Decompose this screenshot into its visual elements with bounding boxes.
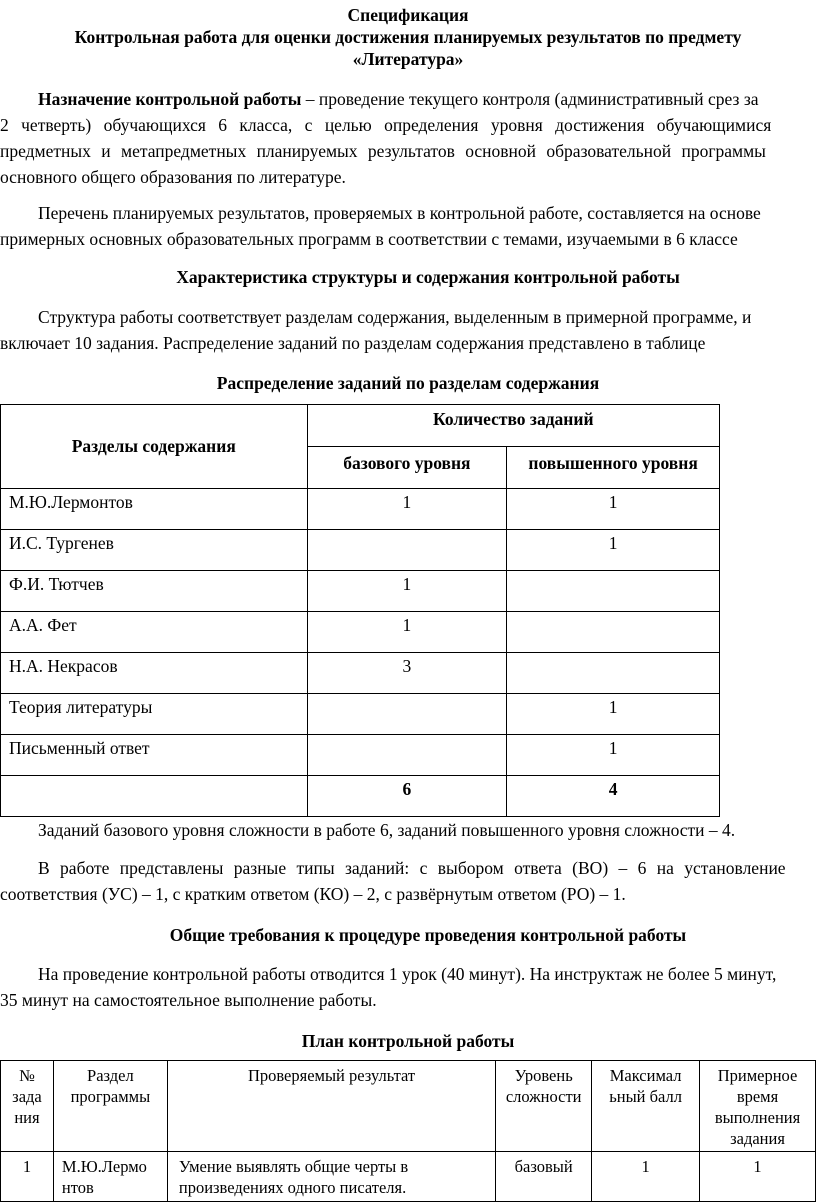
table-row bbox=[1, 612, 720, 653]
distribution-header-row bbox=[1, 405, 720, 447]
results-text-2: примерных основных образовательных программ в соответствии с темами, изучаемыми в 6 классе bbox=[0, 229, 738, 249]
plan-result-line: Умение выявлять общие черты в bbox=[178, 1157, 409, 1176]
col-num-line: № bbox=[19, 1066, 35, 1085]
plan-table bbox=[0, 1060, 816, 1202]
section-cell: Н.А. Некрасов bbox=[1, 653, 308, 694]
plan-result-cell bbox=[167, 1152, 495, 1202]
col-basic-header: базового уровня bbox=[307, 447, 507, 489]
col-max-line: Максимал bbox=[609, 1066, 682, 1085]
col-max-line: ьный балл bbox=[609, 1087, 682, 1106]
col-max-header bbox=[592, 1061, 700, 1152]
col-time-line: задания bbox=[730, 1129, 785, 1148]
basic-cell: 3 bbox=[307, 653, 507, 694]
procedure-text-2: 35 минут на самостоятельное выполнение работы. bbox=[0, 990, 377, 1010]
document-subtitle-line1: Контрольная работа для оценки достижения планируемых результатов по предмету bbox=[74, 27, 742, 47]
section-cell: Письменный ответ bbox=[1, 735, 308, 776]
purpose-label: Назначение контрольной работы bbox=[38, 89, 302, 109]
basic-cell: 1 bbox=[307, 612, 507, 653]
procedure-paragraph bbox=[0, 961, 816, 1013]
col-section-line: программы bbox=[70, 1087, 151, 1106]
types-text-1: В работе представлены разные типы заданий: с выбором ответа (ВО) – 6 на установление bbox=[38, 858, 786, 878]
section-cell: М.Ю.Лермонтов bbox=[1, 489, 308, 530]
document-title: Спецификация bbox=[347, 5, 469, 25]
table-row bbox=[1, 489, 720, 530]
col-level-line: сложности bbox=[505, 1087, 582, 1106]
totals-label-cell bbox=[1, 776, 308, 817]
col-time-header bbox=[700, 1061, 816, 1152]
results-paragraph bbox=[0, 200, 816, 252]
section-cell: Теория литературы bbox=[1, 694, 308, 735]
structure-heading: Характеристика структуры и содержания контрольной работы bbox=[176, 267, 680, 287]
basic-cell bbox=[307, 530, 507, 571]
purpose-text-2: 2 четверть) обучающихся 6 класса, с целью определения уровня достижения обучающимися bbox=[0, 115, 772, 135]
plan-section-line: М.Ю.Лермо bbox=[61, 1157, 147, 1176]
col-num-header bbox=[1, 1061, 54, 1152]
col-section-header bbox=[53, 1061, 167, 1152]
advanced-cell bbox=[507, 571, 720, 612]
col-count-header: Количество заданий bbox=[307, 405, 719, 447]
plan-header-row bbox=[1, 1061, 816, 1152]
advanced-cell: 1 bbox=[507, 530, 720, 571]
section-cell: И.С. Тургенев bbox=[1, 530, 308, 571]
purpose-text-1: – проведение текущего контроля (административный срез за bbox=[301, 89, 759, 109]
distribution-table bbox=[0, 404, 720, 817]
col-num-line: зада bbox=[12, 1087, 42, 1106]
table-row bbox=[1, 735, 720, 776]
plan-result-line: произведениях одного писателя. bbox=[178, 1178, 407, 1197]
structure-text-2: включает 10 задания. Распределение заданий по разделам содержания представлено в таблице bbox=[0, 333, 706, 353]
structure-text-1: Структура работы соответствует разделам содержания, выделенным в примерной программе, и bbox=[38, 307, 752, 327]
results-text-1: Перечень планируемых результатов, проверяемых в контрольной работе, составляется на основе bbox=[38, 203, 761, 223]
distribution-heading: Распределение заданий по разделам содержания bbox=[216, 373, 600, 393]
col-num-line: ния bbox=[14, 1108, 40, 1127]
structure-paragraph bbox=[0, 304, 816, 356]
levels-summary: Заданий базового уровня сложности в работе 6, заданий повышенного уровня сложности – 4. bbox=[38, 820, 736, 840]
col-level-line: Уровень bbox=[514, 1066, 573, 1085]
table-row bbox=[1, 694, 720, 735]
total-advanced-cell: 4 bbox=[507, 776, 720, 817]
plan-num-cell: 1 bbox=[1, 1152, 54, 1202]
totals-row bbox=[1, 776, 720, 817]
basic-cell bbox=[307, 694, 507, 735]
basic-cell: 1 bbox=[307, 571, 507, 612]
col-level-header bbox=[496, 1061, 592, 1152]
purpose-paragraph bbox=[0, 86, 816, 190]
plan-heading: План контрольной работы bbox=[301, 1031, 515, 1051]
plan-time-cell: 1 bbox=[700, 1152, 816, 1202]
plan-section-line: нтов bbox=[61, 1178, 94, 1197]
total-basic-cell: 6 bbox=[307, 776, 507, 817]
types-paragraph bbox=[0, 855, 816, 907]
table-row bbox=[1, 571, 720, 612]
col-time-line: время bbox=[736, 1087, 779, 1106]
table-row bbox=[1, 653, 720, 694]
col-section-line: Раздел bbox=[87, 1066, 134, 1085]
col-sections-header: Разделы содержания bbox=[1, 405, 308, 489]
table-row bbox=[1, 530, 720, 571]
basic-cell: 1 bbox=[307, 489, 507, 530]
plan-level-cell: базовый bbox=[496, 1152, 592, 1202]
plan-row bbox=[1, 1152, 816, 1202]
col-advanced-header: повышенного уровня bbox=[507, 447, 720, 489]
col-time-line: выполнения bbox=[714, 1108, 801, 1127]
col-result-header: Проверяемый результат bbox=[167, 1061, 495, 1152]
advanced-cell: 1 bbox=[507, 694, 720, 735]
advanced-cell: 1 bbox=[507, 489, 720, 530]
plan-section-cell bbox=[53, 1152, 167, 1202]
col-time-line: Примерное bbox=[717, 1066, 798, 1085]
procedure-text-1: На проведение контрольной работы отводится 1 урок (40 минут). На инструктаж не более 5 минут, bbox=[38, 964, 777, 984]
basic-cell bbox=[307, 735, 507, 776]
section-cell: А.А. Фет bbox=[1, 612, 308, 653]
purpose-text-3: предметных и метапредметных планируемых результатов основной образовательной программы bbox=[0, 141, 766, 161]
procedure-heading: Общие требования к процедуре проведения контрольной работы bbox=[169, 925, 687, 945]
types-text-2: соответствия (УС) – 1, с кратким ответом (КО) – 2, с развёрнутым ответом (РО) – 1. bbox=[0, 884, 626, 904]
plan-max-cell: 1 bbox=[592, 1152, 700, 1202]
advanced-cell: 1 bbox=[507, 735, 720, 776]
document-subtitle-line2: «Литература» bbox=[352, 49, 464, 69]
advanced-cell bbox=[507, 653, 720, 694]
advanced-cell bbox=[507, 612, 720, 653]
purpose-text-4: основного общего образования по литературе. bbox=[0, 167, 346, 187]
section-cell: Ф.И. Тютчев bbox=[1, 571, 308, 612]
